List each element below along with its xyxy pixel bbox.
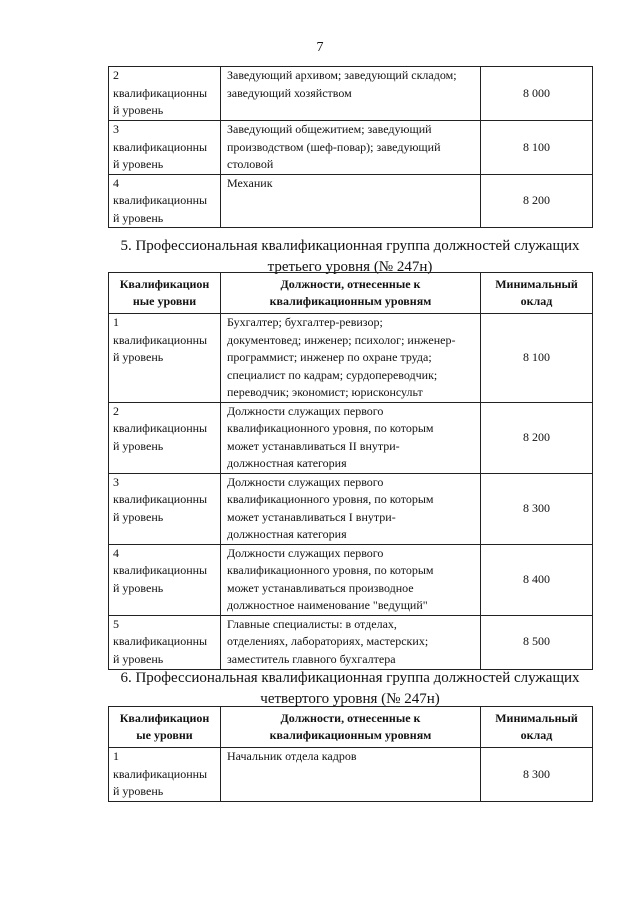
header-salary: Минимальный оклад <box>481 707 593 748</box>
level-cell: 3 квалификационны й уровень <box>109 121 221 175</box>
qualification-table-continued <box>108 66 593 228</box>
positions-cell: Заведующий общежитием; заведующий производством (шеф-повар); заведующий столовой <box>221 121 481 175</box>
table-header-row <box>109 273 593 314</box>
page-number: 7 <box>316 40 324 55</box>
positions-cell: Заведующий архивом; заведующий складом; заведующий хозяйством <box>221 67 481 121</box>
header-level: Квалификацион ые уровни <box>109 707 221 748</box>
level-cell: 4 квалификационны й уровень <box>109 174 221 228</box>
positions-cell: Механик <box>221 174 481 228</box>
positions-cell: Должности служащих первого квалификационного уровня, по которым может устанавливаться I внутри- должностная категория <box>221 473 481 544</box>
qualification-table-section-6 <box>108 706 593 802</box>
header-salary: Минимальный оклад <box>481 273 593 314</box>
salary-cell: 8 100 <box>481 314 593 403</box>
section-6-heading: 6. Профессиональная квалификационная группа должностей служащих четвертого уровня (№ 247н) <box>120 670 580 707</box>
table-row <box>109 314 593 403</box>
table-row <box>109 748 593 802</box>
table-row <box>109 402 593 473</box>
salary-cell: 8 300 <box>481 473 593 544</box>
section-5-heading: 5. Профессиональная квалификационная группа должностей служащих третьего уровня (№ 247н) <box>120 238 580 275</box>
table-row <box>109 67 593 121</box>
qualification-table-section-5 <box>108 272 593 670</box>
table-row <box>109 174 593 228</box>
salary-cell: 8 000 <box>481 67 593 121</box>
salary-cell: 8 400 <box>481 544 593 615</box>
table-row <box>109 121 593 175</box>
level-cell: 5 квалификационны й уровень <box>109 615 221 669</box>
level-cell: 4 квалификационны й уровень <box>109 544 221 615</box>
level-cell: 1 квалификационны й уровень <box>109 748 221 802</box>
salary-cell: 8 500 <box>481 615 593 669</box>
salary-cell: 8 200 <box>481 402 593 473</box>
header-positions: Должности, отнесенные к квалификационным уровням <box>221 273 481 314</box>
salary-cell: 8 200 <box>481 174 593 228</box>
positions-cell: Начальник отдела кадров <box>221 748 481 802</box>
positions-cell: Главные специалисты: в отделах, отделениях, лабораториях, мастерских; заместитель главного бухгалтера <box>221 615 481 669</box>
level-cell: 3 квалификационны й уровень <box>109 473 221 544</box>
header-level: Квалификацион ные уровни <box>109 273 221 314</box>
salary-cell: 8 100 <box>481 121 593 175</box>
salary-cell: 8 300 <box>481 748 593 802</box>
table-row <box>109 615 593 669</box>
positions-cell: Должности служащих первого квалификационного уровня, по которым может устанавливаться II внутри- должностная категория <box>221 402 481 473</box>
table-row <box>109 473 593 544</box>
positions-cell: Должности служащих первого квалификационного уровня, по которым может устанавливаться производное должностное наименование "ведущий" <box>221 544 481 615</box>
table-row <box>109 544 593 615</box>
table-header-row <box>109 707 593 748</box>
level-cell: 2 квалификационны й уровень <box>109 402 221 473</box>
positions-cell: Бухгалтер; бухгалтер-ревизор; документовед; инженер; психолог; инженер- программист; инженер по охране труда; специалист по кадрам; сурдопереводчик; переводчик; экономист; юрисконсульт <box>221 314 481 403</box>
header-positions: Должности, отнесенные к квалификационным уровням <box>221 707 481 748</box>
level-cell: 1 квалификационны й уровень <box>109 314 221 403</box>
level-cell: 2 квалификационны й уровень <box>109 67 221 121</box>
